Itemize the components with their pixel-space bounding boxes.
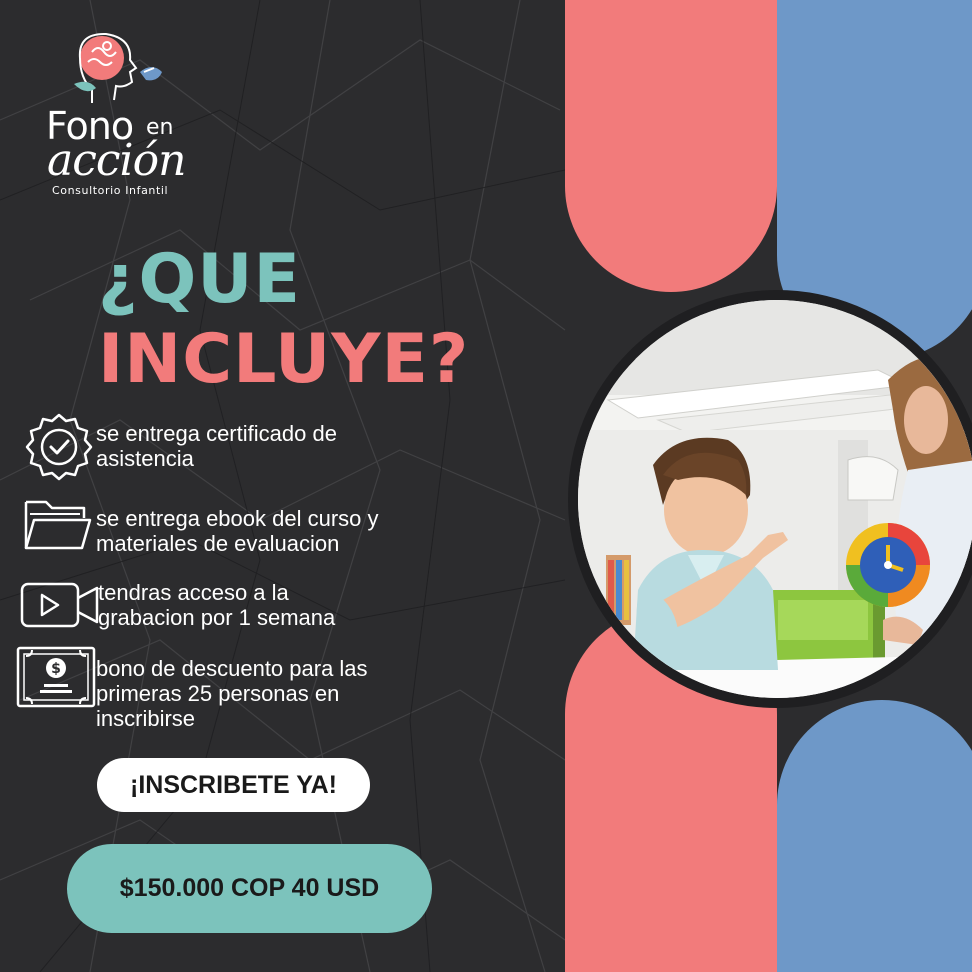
feature-text-line: asistencia xyxy=(96,446,194,471)
feature-text-line: primeras 25 personas en xyxy=(96,681,340,706)
coral-pill-top xyxy=(565,0,777,292)
feature-recording-text xyxy=(98,580,335,630)
feature-text-line: materiales de evaluacion xyxy=(96,531,340,556)
headline-incluye: INCLUYE? xyxy=(98,320,470,399)
register-button[interactable]: ¡INSCRIBETE YA! xyxy=(97,758,370,812)
feature-text-line: se entrega certificado de xyxy=(96,421,337,446)
dollar-sign-glyph: $ xyxy=(51,661,61,677)
feature-certificate-text xyxy=(96,421,337,471)
feature-discount-text xyxy=(96,656,368,731)
feature-ebook-text xyxy=(96,506,379,556)
child-head-icon xyxy=(44,28,194,108)
brand-name-accion: acción xyxy=(47,135,186,186)
folder-icon xyxy=(22,496,92,554)
feature-text-line: grabacion por 1 semana xyxy=(98,605,336,630)
certificate-badge-icon xyxy=(24,412,94,482)
headline-que: ¿QUE xyxy=(98,240,301,319)
price-label: $150.000 COP 40 USD xyxy=(119,874,380,902)
brand-subtitle: Consultorio Infantil xyxy=(52,184,169,197)
money-bill-icon xyxy=(16,646,96,708)
video-camera-icon xyxy=(20,580,100,630)
feature-text-line: inscribirse xyxy=(96,706,196,731)
therapy-photo xyxy=(578,300,972,698)
brand-name-en: en xyxy=(146,115,174,140)
price-badge xyxy=(67,844,432,933)
blue-pill-bottom xyxy=(777,700,972,972)
feature-text-line: tendras acceso a la xyxy=(98,580,289,605)
feature-text-line: bono de descuento para las xyxy=(96,656,368,681)
feature-text-line: se entrega ebook del curso y xyxy=(96,506,379,531)
brand-name-fono: Fono xyxy=(46,104,134,148)
